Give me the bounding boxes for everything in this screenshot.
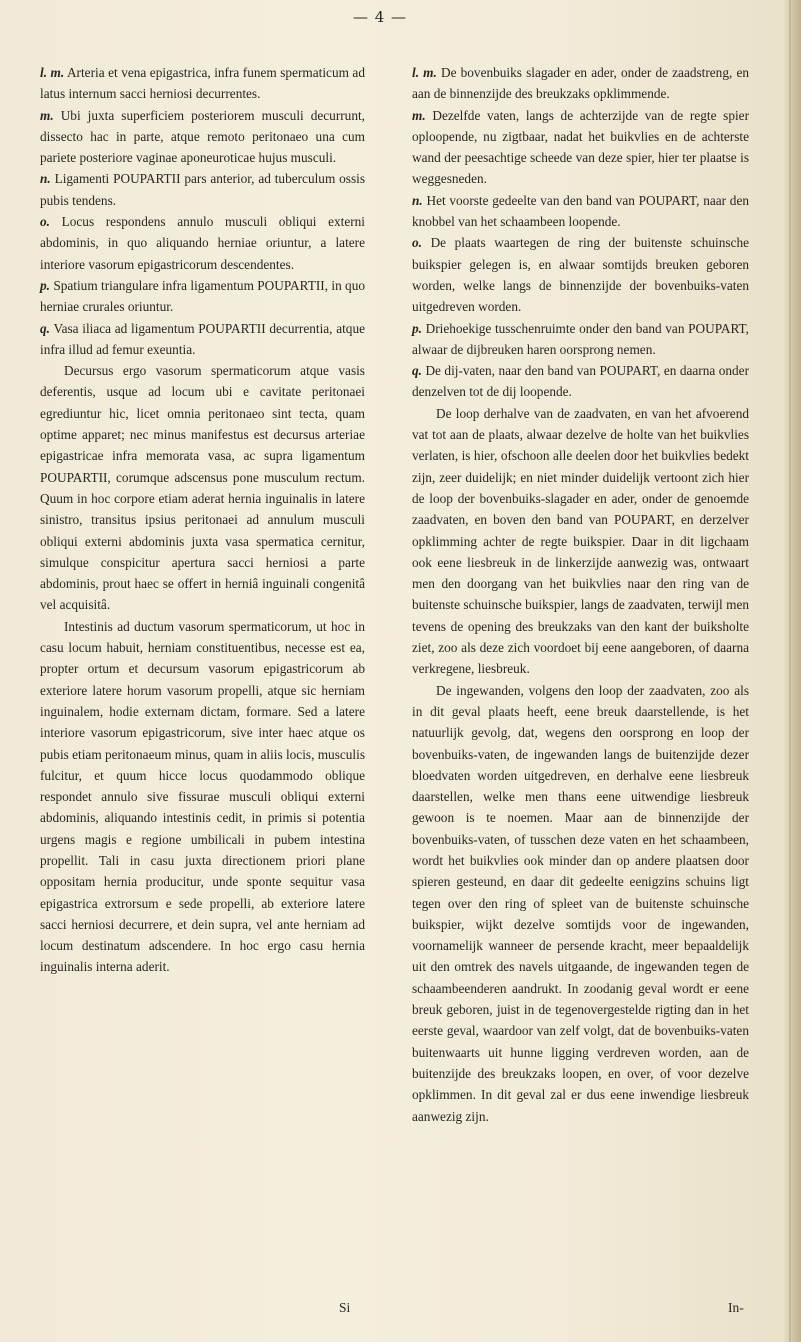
legend-label: q. [40, 320, 50, 336]
paragraph [412, 62, 749, 105]
paragraph [40, 318, 365, 361]
paragraph-text: Intestinis ad ductum vasorum spermaticorum, ut hoc in casu locum habuit, herniam constituentibus, necesse est ea, propter ortum et decursum vasorum epigastricorum ab exteriore latere horum vasorum propelli, atque sic herniam inguinalem, hodie externam dictam, formare. Sed a latere interiore vasorum epigastricorum, sive inter haec atque os pubis etiam peritonaeum minus, quam in aliis locis, musculis fulcitur, et quum hicce locus quodammodo oblique respondet annulo sive fissurae musculi obliqui externi abdominis, aliquando intestinis cedit, in primis si potentia urgens magis e regione umbilicali in pubem intestina propellit. Tali in casu juxta directionem priori plane oppositam hernia producitur, unde sponte sequitur vasa epigastrica extrorsum e sede propelli, ab exteriore latere sacci herniosi decurrere, et dein supra, vel ante herniam ad locum destinatum adscendere. In hoc ergo casu hernia inguinalis interna aderit. [40, 618, 365, 975]
paragraph-text: De ingewanden, volgens den loop der zaadvaten, zoo als in dit geval plaats heeft, eene breuk daarstellende, is het natuurlijk gevolg, dat, wegens den oorsprong en loop der bovenbuiks-vaten, de ingewanden langs de buitenzijde dezer bloedvaten worden uitgedreven, en derhalve eene liesbreuk daarstellen, welke men thans eene uitwendige liesbreuk gewoon is te noemen. Maar aan de binnenzijde der bovenbuiks-vaten, of tusschen deze vaten en het schaambeen, wordt het buikvlies ook minder dan op andere plaatsen door spieren gesteund, en daar dit gedeelte eenigzins schuins ligt tegen over den ring of spleet van de buitenste schuinsche buikspier, wijkt dezelve somtijds voor de ingewanden, voornamelijk wanneer de persende kracht, meer bepaaldelijk uit den omtrek des navels uitgaande, de ingewanden tegen de schaambeenderen aandrukt. In zoodanig geval wordt er eene breuk geboren, juist in de tegenovergestelde rigting dan in het eerste geval, waardoor van zelf volgt, dat de bovenbuiks-vaten buitenwaarts uit hunne ligging verdreven worden, aan de buitenzijde des breukzaks loopen, en over, of voor dezelve opklimmen. In dit geval zal er dus eene inwendige liesbreuk aanwezig zijn. [412, 682, 749, 1124]
legend-label: m. [40, 107, 54, 123]
paragraph-text: Dezelfde vaten, langs de achterzijde van de regte spier oploopende, nu zigtbaar, nadat het buikvlies en de achterste wand der peesachtige scheede van deze spier, hier ter plaatse is weggesneden. [412, 107, 749, 187]
legend-label: p. [412, 320, 422, 336]
legend-label: m. [412, 107, 426, 123]
paragraph-text: De loop derhalve van de zaadvaten, en van het afvoerend vat tot aan de plaats, alwaar dezelve de holte van het buikvlies verlaten, is hier, ofschoon alle deelen door het buikvlies bedekt zijn, zeer duidelijk; en niet minder duidelijk vertoont zich hier de loop der bovenbuiks-slagader en ader, onder de genoemde zaadvaten, en boven den band van POUPART, en derzelver opklimming achter de regte buikspier. Daar in dit ligchaam ook eene liesbreuk in de linkerzijde aanwezig was, ontwaart men den doorgang van het buikvlies naar den ring van de buitenste schuinsche buikspier, langs de zaadvaten, terwijl men tevens de opening des breukzaks van den kant der buiksholte ziet, zoo als deze zich voordoet bij eene aangeboren, of daarna verkregene, liesbreuk. [412, 405, 749, 677]
paragraph [40, 360, 365, 616]
paragraph-text: Driehoekige tusschenruimte onder den band van POUPART, alwaar de dijbreuken haren oorsprong nemen. [412, 320, 749, 357]
paragraph [40, 168, 365, 211]
paragraph-text: Decursus ergo vasorum spermaticorum atque vasis deferentis, usque ad locum ubi e cavitate peritonaei egrediuntur hic, licet omnia peritonaeo sint tecta, quam optime apparet; nec minus manifestus est decursus arteriae epigastricae infra memorata vasa, ac supra ligamentum POUPARTII, corumque adscensus pone musculum rectum. Quum in hoc corpore etiam aderat hernia inguinalis in latere sinistro, transitus ipsius peritonaei ad annulum musculi obliqui externi abdominis juxta vasa spermatica cernitur, simulque conspicitur apertura sacci herniosi a parte abdominis, prout haec se offert in herniâ inguinali congenitâ vel acquisitâ. [40, 363, 365, 613]
legend-label: p. [40, 277, 50, 293]
paragraph [412, 318, 749, 361]
legend-label: n. [40, 171, 51, 187]
paragraph [40, 105, 365, 169]
legend-label: q. [412, 363, 422, 379]
paragraph-text: Ubi juxta superficiem posteriorem musculi decurrunt, dissecto hac in parte, atque remoto peritonaeo una cum pariete posteriore vaginae aponeuroticae hujus musculi. [40, 107, 365, 166]
legend-label: l. m. [40, 65, 65, 80]
latin-column [40, 62, 365, 978]
paragraph-text: De bovenbuiks slagader en ader, onder de zaadstreng, en aan de binnenzijde des breukzaks opklimmende. [412, 65, 749, 102]
paragraph [412, 403, 749, 680]
paragraph-text: Arteria et vena epigastrica, infra funem spermaticum ad latus internum sacci herniosi decurrentes. [40, 65, 365, 102]
paragraph [40, 616, 365, 978]
paragraph-text: Spatium triangulare infra ligamentum POUPARTII, in quo herniae crurales oriuntur. [40, 277, 366, 315]
paragraph [412, 232, 749, 317]
paragraph [40, 211, 365, 275]
page-edge-line [789, 0, 791, 1342]
paragraph [412, 190, 749, 233]
dutch-column [412, 62, 749, 1127]
page-number: — 4 — [352, 8, 408, 26]
paragraph [412, 680, 749, 1127]
paragraph-text: De dij-vaten, naar den band van POUPART, en daarna onder denzelven tot de dij loopende. [412, 363, 749, 400]
paragraph [412, 360, 749, 403]
legend-label: o. [40, 214, 50, 230]
legend-label: o. [412, 235, 422, 251]
page-edge-shadow [783, 0, 801, 1342]
catchword-right: In- [728, 1300, 744, 1315]
paragraph-text: De plaats waartegen de ring der buitenste schuinsche buikspier gelegen is, en alwaar somtijds breuken geboren worden, welke langs de binnenzijde der bovenbuiks-vaten uitgedreven worden. [412, 235, 749, 315]
paragraph-text: Ligamenti POUPARTII pars anterior, ad tuberculum ossis pubis tendens. [40, 171, 365, 208]
legend-label: l. m. [412, 65, 437, 80]
paragraph-text: Locus respondens annulo musculi obliqui externi abdominis, in quo aliquando herniae oriuntur, a latere interiore vasorum epigastricorum descendentes. [40, 214, 366, 272]
paragraph-text: Het voorste gedeelte van den band van POUPART, naar den knobbel van het schaambeen loopende. [412, 192, 750, 230]
paragraph [40, 62, 365, 105]
paragraph-text: Vasa iliaca ad ligamentum POUPARTII decurrentia, atque infra illud ad femur exeuntia. [40, 320, 365, 357]
catchword-left: Si [339, 1300, 351, 1315]
paragraph [40, 275, 365, 318]
legend-label: n. [412, 192, 423, 208]
paragraph [412, 105, 749, 190]
